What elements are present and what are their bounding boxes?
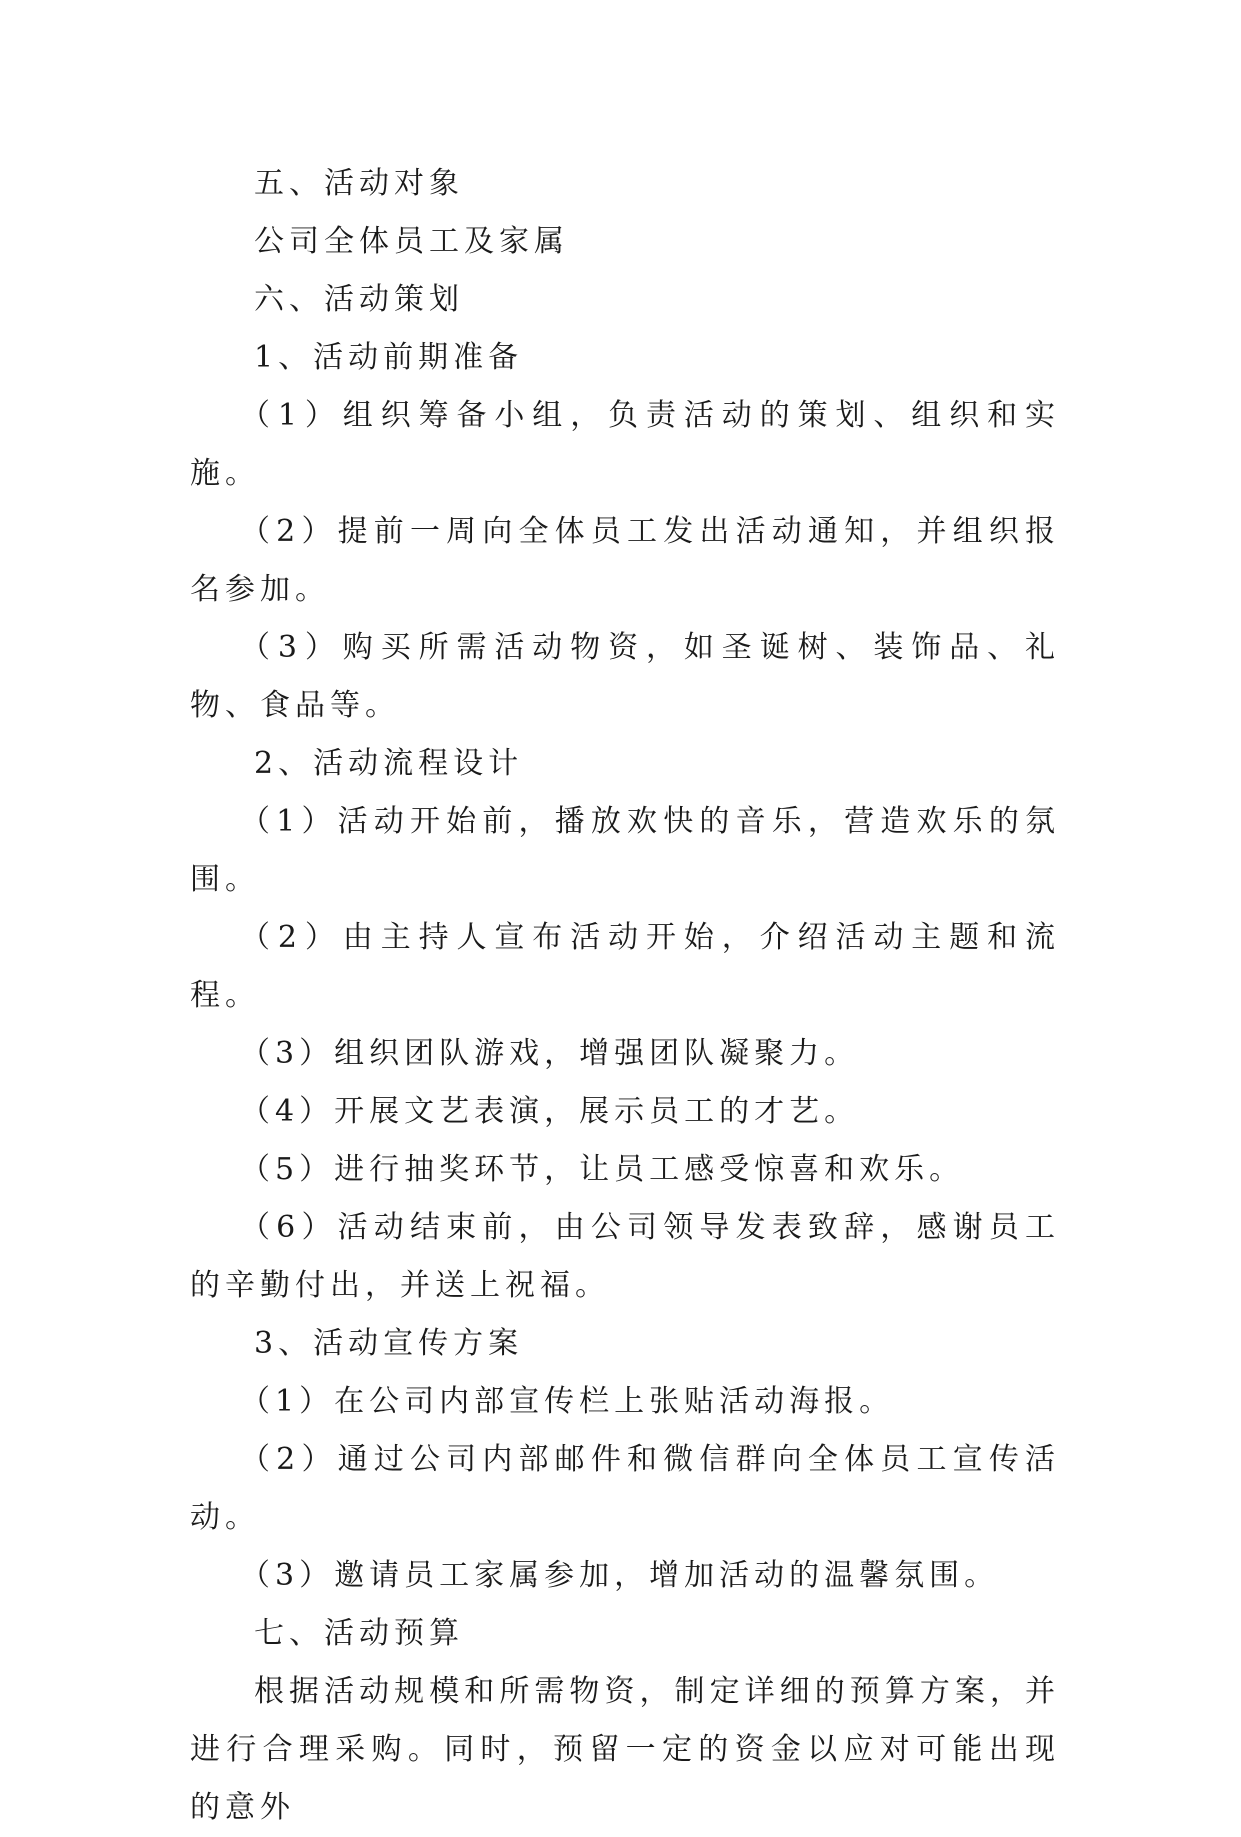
list-item-prep-3: （3）购买所需活动物资，如圣诞树、装饰品、礼物、食品等。 — [190, 630, 1060, 723]
list-item-flow-5: （5）进行抽奖环节，让员工感受惊喜和欢乐。 — [240, 1152, 965, 1187]
list-item-flow-1: （1）活动开始前，播放欢快的音乐，营造欢乐的氛围。 — [190, 804, 1060, 897]
subheading-flow: 2、活动流程设计 — [254, 746, 524, 781]
list-item-prep-2: （2）提前一周向全体员工发出活动通知，并组织报名参加。 — [190, 514, 1060, 607]
paragraph-budget: 根据活动规模和所需物资，制定详细的预算方案，并进行合理采购。同时，预留一定的资金以应对可能出现的意外 — [190, 1674, 1060, 1825]
list-item-flow-3: （3）组织团队游戏，增强团队凝聚力。 — [240, 1036, 860, 1071]
list-item-flow-4: （4）开展文艺表演，展示员工的才艺。 — [240, 1094, 860, 1129]
section-heading-targets: 五、活动对象 — [254, 166, 464, 201]
list-item-prep-1: （1）组织筹备小组，负责活动的策划、组织和实施。 — [190, 398, 1060, 491]
list-item-flow-2: （2）由主持人宣布活动开始，介绍活动主题和流程。 — [190, 920, 1060, 1013]
section-heading-planning: 六、活动策划 — [254, 282, 464, 317]
section-heading-budget: 七、活动预算 — [254, 1616, 464, 1651]
subheading-promotion: 3、活动宣传方案 — [254, 1326, 524, 1361]
list-item-flow-6: （6）活动结束前，由公司领导发表致辞，感谢员工的辛勤付出，并送上祝福。 — [190, 1210, 1060, 1303]
document-body — [190, 155, 1060, 1837]
list-item-promo-2: （2）通过公司内部邮件和微信群向全体员工宣传活动。 — [190, 1442, 1060, 1535]
list-item-promo-1: （1）在公司内部宣传栏上张贴活动海报。 — [240, 1384, 895, 1419]
list-item-promo-3: （3）邀请员工家属参加，增加活动的温馨氛围。 — [240, 1558, 1000, 1593]
subheading-preparation: 1、活动前期准备 — [254, 340, 524, 375]
paragraph-targets: 公司全体员工及家属 — [254, 224, 569, 259]
